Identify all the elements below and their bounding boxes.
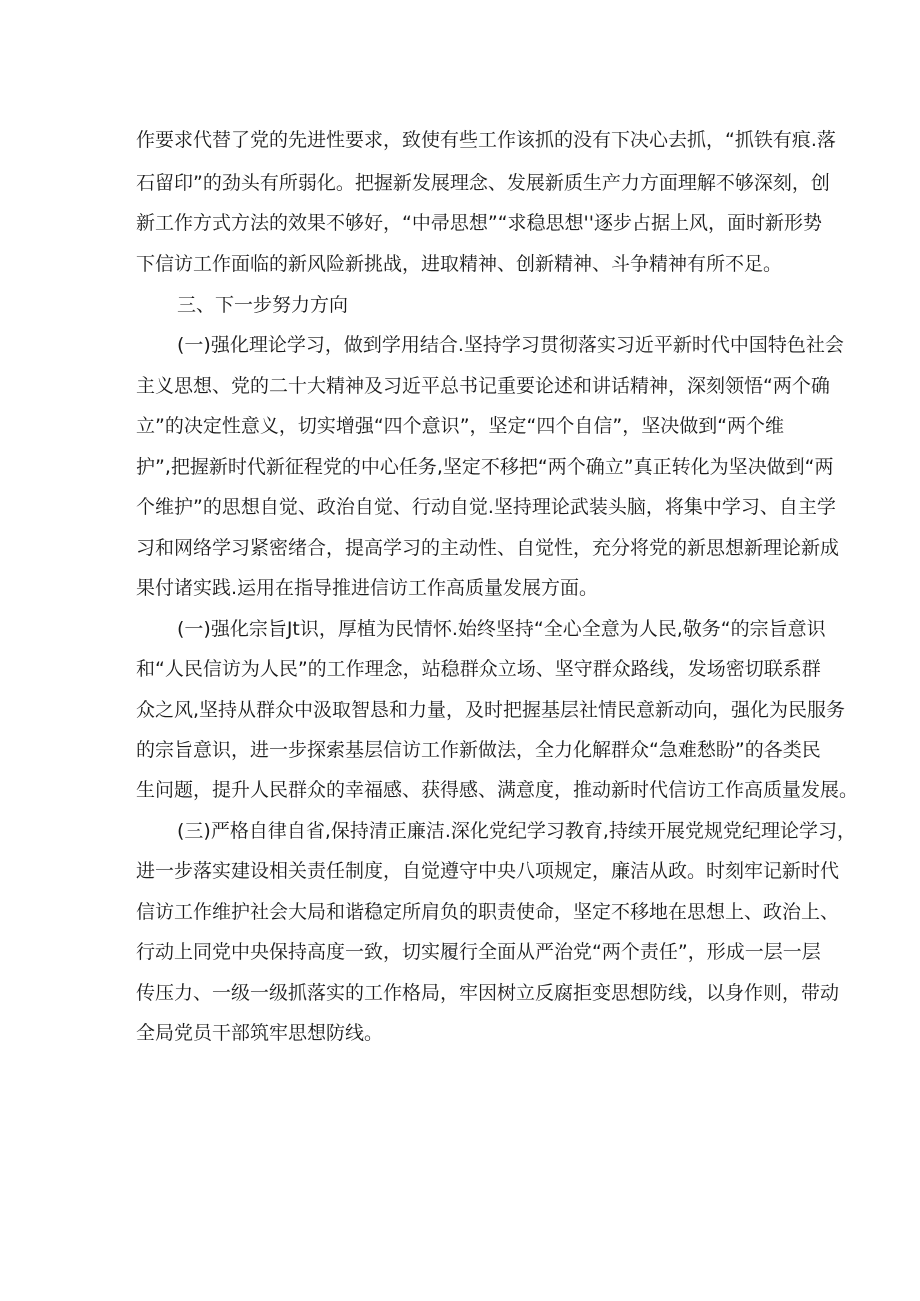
text-line: (三)严格自律自省,保持清正廉洁.深化党纪学习教育,持续开展党规党纪理论学习， (177, 820, 856, 842)
text-line: 个维护”的思想自觉、政治自觉、行动自觉.坚持理论武装头脑，将集中学习、自主学 (136, 496, 836, 518)
text-line: (一)强化宗旨Jt识，厚植为民情怀.始终坚持“全心全意为人民,敬务“的宗旨意识 (177, 618, 826, 640)
text-line: 主义思想、党的二十大精神及习近平总书记重要论述和讲话精神，深刻领悟“两个确 (136, 375, 830, 397)
text-line: 信访工作维护社会大局和谐稳定所肩负的职责使命，坚定不移地在思想上、政治上、 (136, 901, 840, 923)
text-line: 传压力、一级一级抓落实的工作格局，牢因树立反腐拒变思想防线，以身作则，带动 (136, 982, 840, 1004)
text-line: 作要求代替了党的先进性要求，致使有些工作该抓的没有下决心去抓，“抓铁有痕.落 (136, 129, 836, 151)
text-line: 和“人民信访为人民”的工作理念，站稳群众立场、坚守群众路线，发场密切联系群 (136, 658, 821, 680)
text-line: 新工作方式方法的效果不够好，“中帚思想”“求稳思想''逐步占据上风，面时新形势 (136, 212, 822, 234)
text-line: 全局党员干部筑牢思想防线。 (136, 1022, 384, 1044)
text-line: 下信访工作面临的新风险新挑战，进取精神、创新精神、斗争精神有所不足。 (136, 253, 783, 275)
text-line: 习和网络学习紧密绪合，提高学习的主动性、自觉性，充分将党的新思想新理论新成 (136, 537, 840, 559)
text-line: 众之风,坚持从群众中汲取智恳和力量，及时把握基层社情民意新动向，强化为民服务 (136, 699, 846, 721)
text-line: 生问题，提升人民群众的幸福感、获得感、满意度，推动新时代信访工作高质量发展。 (136, 779, 859, 801)
text-line: 行动上同党中央保持高度一致，切实履行全面从严治党“两个责任”，形成一层一层 (136, 941, 821, 963)
text-line: 护”,把握新时代新征程党的中心任务,坚定不移把“两个确立”真正转化为坚决做到“两 (136, 456, 834, 478)
text-line: 石留印”的劲头有所弱化。把握新发展理念、发展新质生产力方面理解不够深刻，创 (136, 172, 830, 194)
text-line: 立”的决定性意义，切实增强“四个意识”，坚定“四个自信”，坚决做到“两个维 (136, 415, 785, 437)
section-heading: 三、下一步努力方向 (177, 294, 349, 316)
text-line: (一)强化理论学习，做到学用结合.坚持学习贯彻落实习近平新时代中国特色社会 (177, 334, 844, 356)
text-line: 果付诸实践.运用在指导推进信访工作高质量发展方面。 (136, 577, 599, 599)
text-line: 进一步落实建设相关责任制度，自觉遵守中央八项规定，廉洁从政。时刻牢记新时代 (136, 860, 840, 882)
text-line: 的宗旨意识，进一步探索基层信访工作新做法，全力化解群众“急难愁盼”的各类民 (136, 739, 821, 761)
